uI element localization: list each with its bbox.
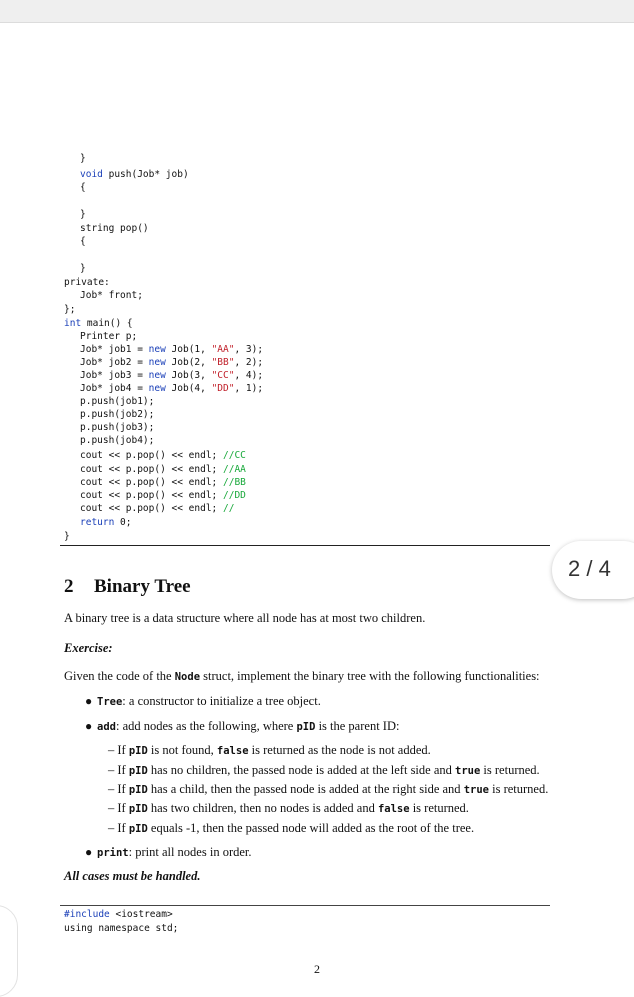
code-line: } (64, 531, 70, 542)
bullet-icon: ● (85, 845, 93, 859)
code-line: cout << p.pop() << endl; //AA (80, 464, 246, 475)
code-line: Job* job1 = new Job(1, "AA", 3); (80, 344, 264, 355)
given-paragraph: Given the code of the Node struct, implement the binary tree with the following functionalities: (64, 669, 540, 683)
viewer-top-bar (0, 0, 634, 23)
sub-item: – If pID has a child, then the passed node is added at the right side and true is returned. (108, 782, 549, 796)
code-line: string pop() (80, 223, 149, 234)
code-line: #include <iostream> (64, 909, 173, 920)
intro-paragraph: A binary tree is a data structure where all node has at most two children. (64, 611, 426, 625)
code-line: return 0; (80, 517, 132, 528)
code-line: p.push(job2); (80, 409, 155, 420)
code-line: Printer p; (80, 331, 138, 342)
code-line: cout << p.pop() << endl; //CC (80, 450, 246, 461)
code-line: { (80, 236, 86, 247)
code-line: p.push(job3); (80, 422, 155, 433)
list-item-print: print: print all nodes in order. (97, 845, 252, 859)
sub-item: – If pID is not found, false is returned as the node is not added. (108, 743, 431, 757)
sub-item: – If pID equals -1, then the passed node will added as the root of the tree. (108, 821, 475, 835)
code-line: Job* job2 = new Job(2, "BB", 2); (80, 357, 264, 368)
code-line: cout << p.pop() << endl; //BB (80, 477, 246, 488)
code-line: p.push(job1); (80, 396, 155, 407)
code-line: Job* job3 = new Job(3, "CC", 4); (80, 370, 264, 381)
code-line: cout << p.pop() << endl; //DD (80, 490, 246, 501)
code-line: } (80, 209, 86, 220)
list-item-add: add: add nodes as the following, where pID is the parent ID: (97, 719, 400, 733)
code-line: Job* front; (80, 290, 143, 301)
bullet-icon: ● (85, 719, 93, 733)
code-line: }; (64, 304, 76, 315)
page-number: 2 (314, 962, 320, 976)
code-line: { (80, 182, 86, 193)
section-title: Binary Tree (94, 576, 191, 597)
sub-item: – If pID has no children, the passed node is added at the left side and true is returned. (108, 763, 540, 777)
all-cases-note: All cases must be handled. (64, 869, 201, 883)
code-line: int main() { (64, 318, 133, 329)
code-line: cout << p.pop() << endl; // (80, 503, 235, 514)
bullet-icon: ● (85, 694, 93, 708)
code-line: } (80, 153, 86, 164)
code-line: void push(Job* job) (80, 169, 189, 180)
code-line: p.push(job4); (80, 435, 155, 446)
code-rule (60, 905, 550, 906)
page-indicator: 2 / 4 (552, 541, 634, 599)
code-rule (60, 545, 550, 546)
section-number: 2 (64, 576, 74, 597)
code-line: } (80, 263, 86, 274)
exercise-label: Exercise: (64, 641, 113, 655)
scroll-edge (0, 905, 18, 997)
list-item-tree: Tree: a constructor to initialize a tree object. (97, 694, 321, 708)
code-line: private: (64, 277, 110, 288)
code-line: Job* job4 = new Job(4, "DD", 1); (80, 383, 264, 394)
sub-item: – If pID has two children, then no nodes is added and false is returned. (108, 801, 469, 815)
code-line: using namespace std; (64, 923, 179, 934)
code-block-top (0, 0, 264, 542)
